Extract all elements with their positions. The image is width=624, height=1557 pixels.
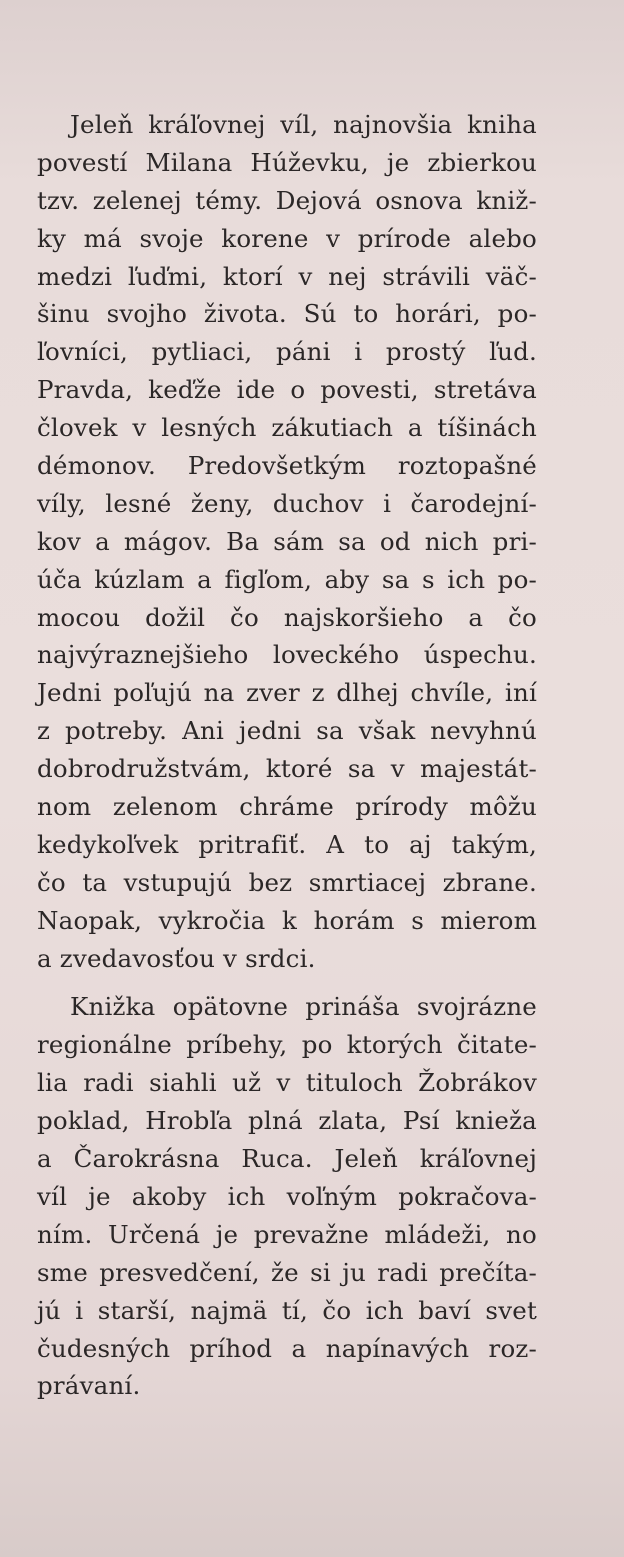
text-line: víl je akoby ich voľným pokračova- — [37, 1181, 537, 1211]
text-line: povestí Milana Húževku, je zbierkou — [37, 147, 537, 177]
text-line: úča kúzlam a figľom, aby sa s ich po- — [37, 564, 537, 594]
text-line: Knižka opätovne prináša svojrázne — [70, 992, 537, 1022]
paragraph-1 — [37, 106, 537, 977]
text-line: sme presvedčení, že si ju radi prečíta- — [37, 1257, 537, 1287]
text-line: nom zelenom chráme prírody môžu — [37, 792, 537, 822]
text-line: démonov. Predovšetkým roztopašné — [37, 451, 537, 481]
text-line: lia radi siahli už v tituloch Žobrákov — [37, 1068, 537, 1098]
text-line: Pravda, keďže ide o povesti, stretáva — [37, 375, 537, 405]
text-line: čudesných príhod a napínavých roz- — [37, 1333, 537, 1363]
text-line: medzi ľuďmi, ktorí v nej strávili väč- — [37, 261, 537, 291]
text-line: kedykoľvek pritrafiť. A to aj takým, — [37, 829, 537, 859]
text-line: z potreby. Ani jedni sa však nevyhnú — [37, 716, 537, 746]
text-line: Naopak, vykročia k horám s mierom — [37, 905, 537, 935]
text-line: a Čarokrásna Ruca. Jeleň kráľovnej — [37, 1144, 537, 1174]
text-line: právaní. — [37, 1371, 141, 1401]
text-line: čo ta vstupujú bez smrtiacej zbrane. — [37, 867, 537, 897]
text-line: šinu svojho života. Sú to horári, po- — [37, 299, 537, 329]
paragraph-2 — [37, 988, 537, 1405]
text-line: a zvedavosťou v srdci. — [37, 943, 316, 973]
text-line: dobrodružstvám, ktoré sa v majestát- — [37, 754, 537, 784]
text-line: víly, lesné ženy, duchov i čarodejní- — [37, 488, 537, 518]
text-line: mocou dožil čo najskoršieho a čo — [37, 602, 537, 632]
text-line: ním. Určená je prevažne mládeži, no — [37, 1219, 537, 1249]
text-line: človek v lesných zákutiach a tíšinách — [37, 413, 537, 443]
text-line: Jedni poľujú na zver z dlhej chvíle, iní — [37, 678, 537, 708]
text-line: jú i starší, najmä tí, čo ich baví svet — [37, 1295, 537, 1325]
text-line: ľovníci, pytliaci, páni i prostý ľud. — [37, 337, 537, 367]
text-line: ky má svoje korene v prírode alebo — [37, 223, 537, 253]
text-line: poklad, Hrobľa plná zlata, Psí knieža — [37, 1106, 537, 1136]
text-line: tzv. zelenej témy. Dejová osnova kniž- — [37, 185, 537, 215]
text-line: Jeleň kráľovnej víl, najnovšia kniha — [70, 110, 537, 139]
text-line: kov a mágov. Ba sám sa od nich pri- — [37, 526, 537, 556]
text-line: regionálne príbehy, po ktorých čitate- — [37, 1030, 537, 1060]
text-line: najvýraznejšieho loveckého úspechu. — [37, 640, 537, 670]
blurb-text — [37, 106, 537, 1405]
